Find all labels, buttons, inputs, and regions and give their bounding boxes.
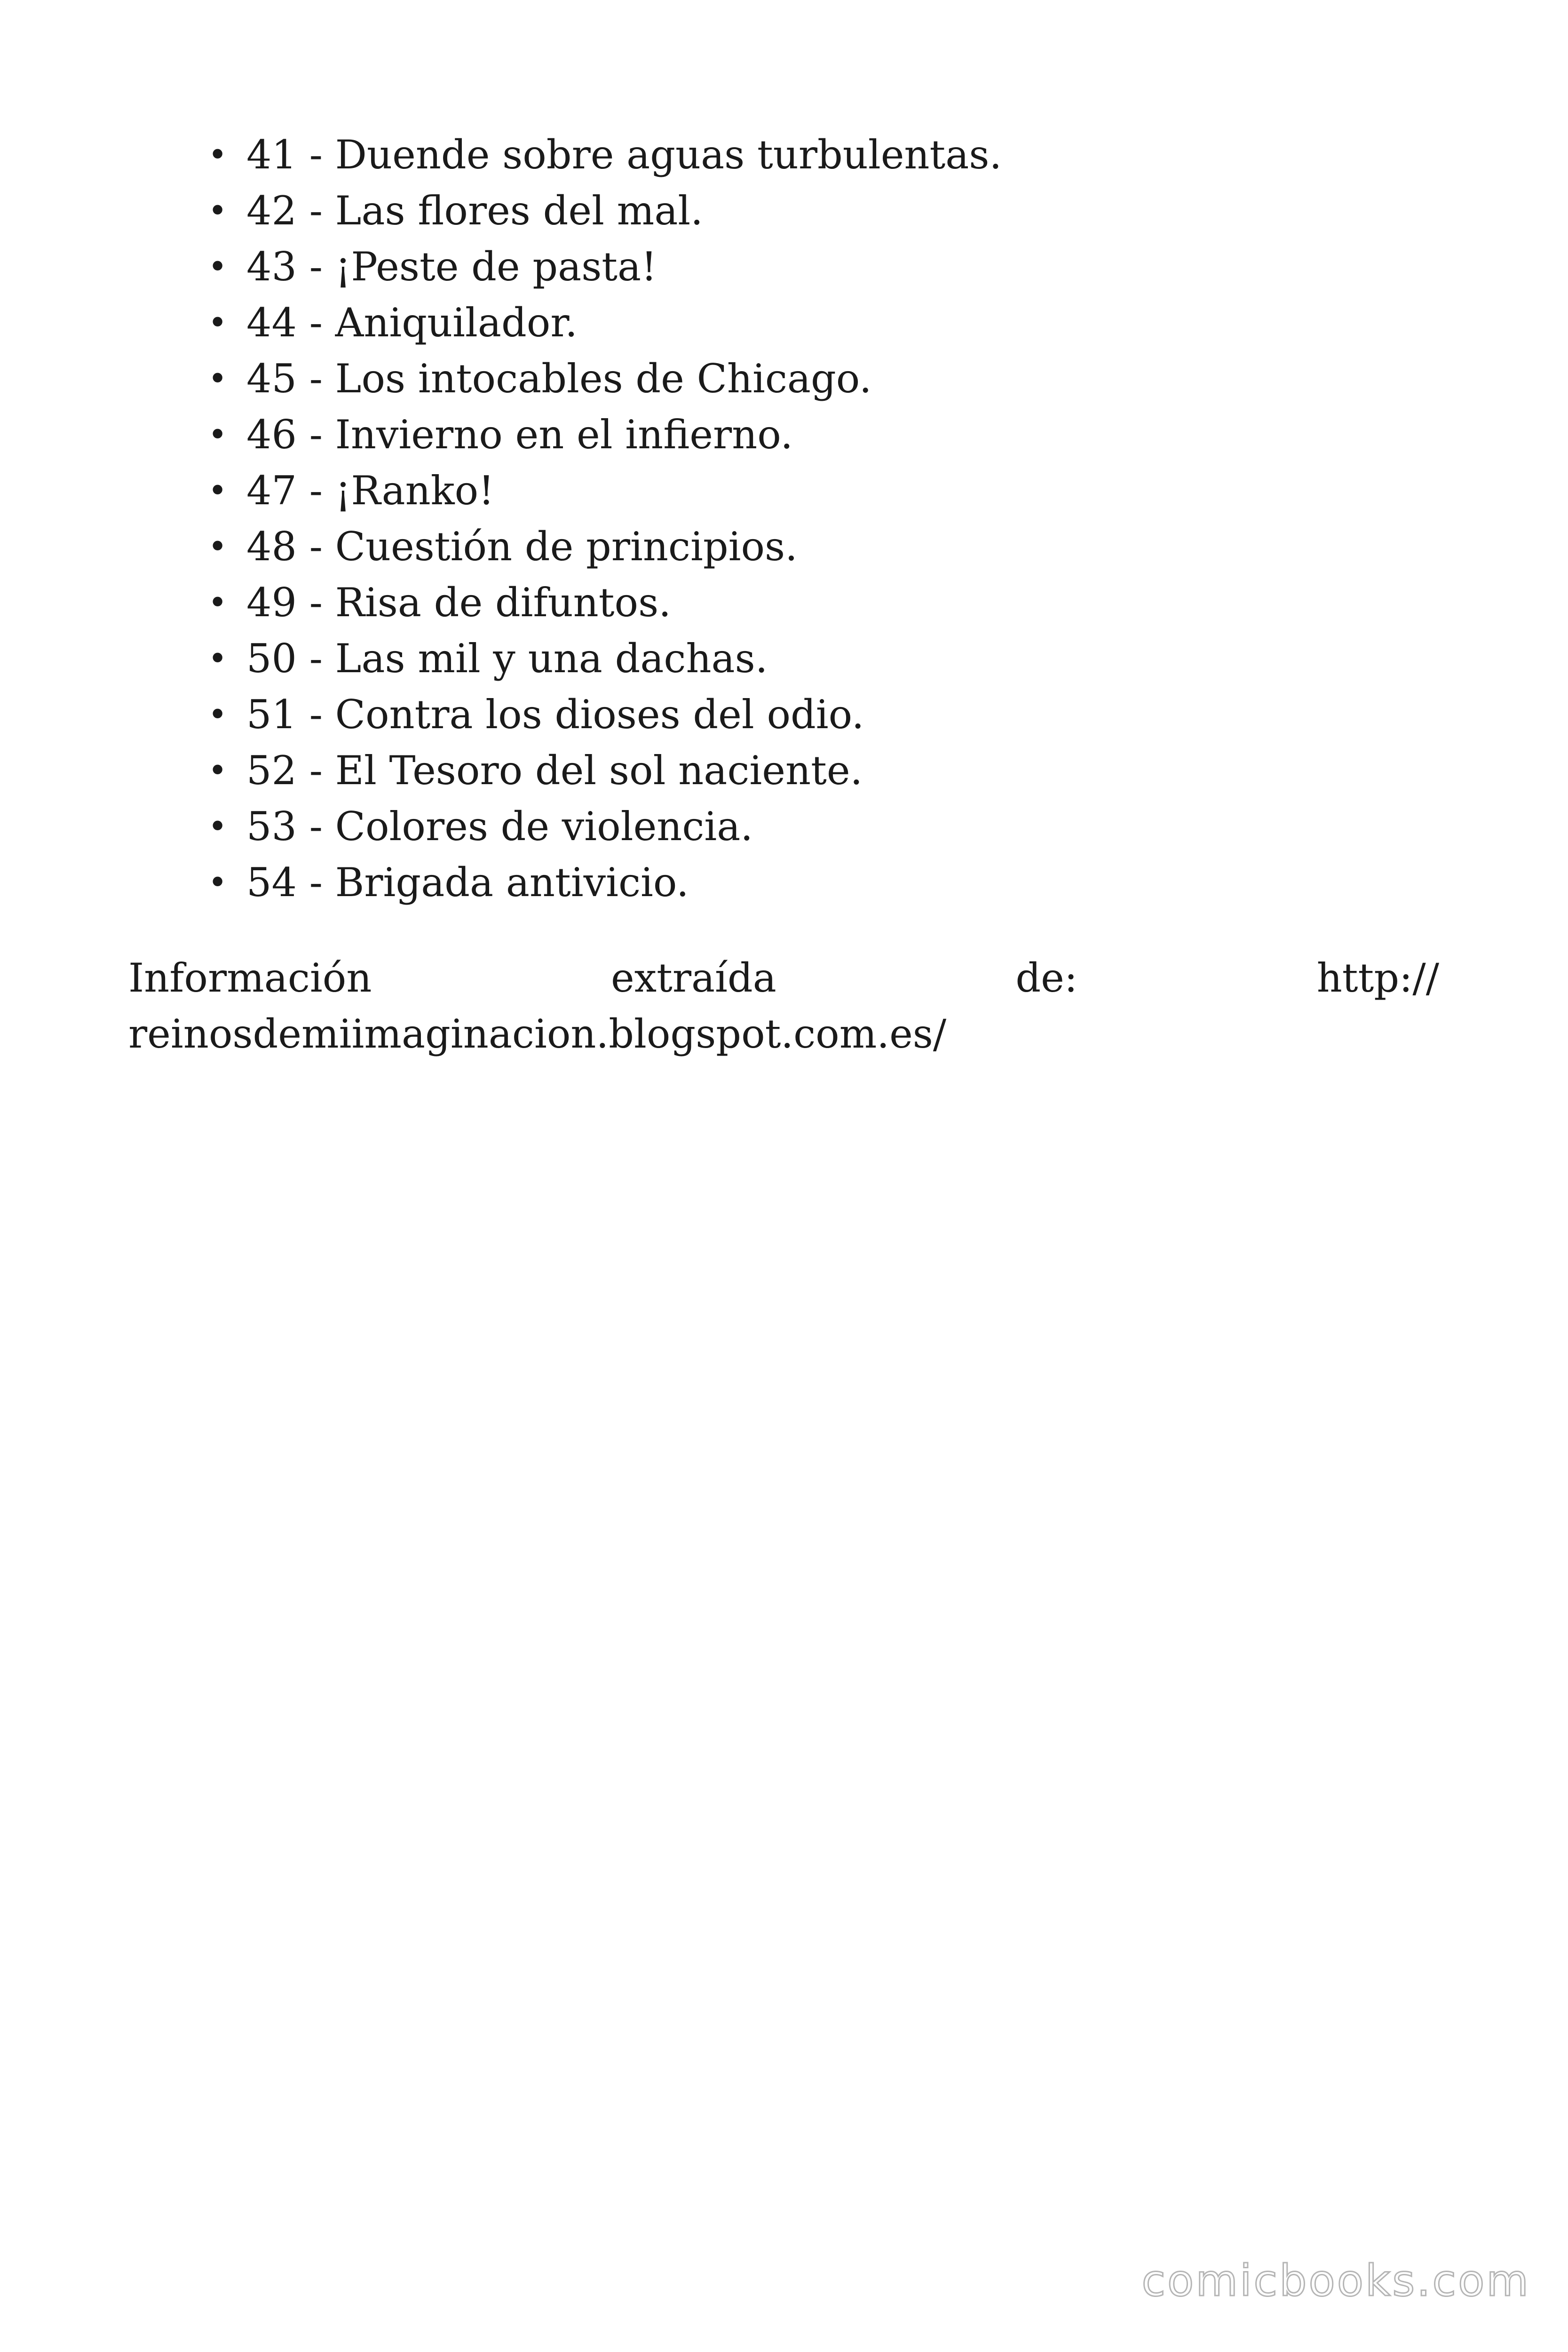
source-word: Información	[128, 955, 372, 1001]
bullet: •	[208, 527, 228, 566]
list-item	[202, 855, 1002, 911]
bullet: •	[208, 415, 228, 454]
source-word: de:	[1015, 955, 1078, 1001]
episode-title: 41 - Duende sobre aguas turbulentas.	[246, 132, 1002, 178]
bullet: •	[208, 191, 228, 230]
episode-title: 50 - Las mil y una dachas.	[246, 636, 768, 682]
source-word: extraída	[610, 955, 776, 1001]
source-line	[128, 950, 1439, 1006]
list-item	[202, 407, 1002, 463]
list-item	[202, 127, 1002, 183]
source-url-continuation[interactable]: reinosdemiimaginacion.blogspot.com.es/	[128, 1011, 947, 1057]
list-item	[202, 575, 1002, 631]
bullet: •	[208, 247, 228, 286]
episode-title: 52 - El Tesoro del sol naciente.	[246, 747, 863, 794]
episode-list	[202, 127, 1002, 911]
list-item	[202, 519, 1002, 575]
list-item	[202, 799, 1002, 855]
episode-title: 45 - Los intocables de Chicago.	[246, 356, 872, 402]
bullet: •	[208, 583, 228, 622]
bullet: •	[208, 807, 228, 846]
bullet: •	[208, 471, 228, 510]
list-item	[202, 183, 1002, 239]
watermark-logo: comicbooks.com	[1141, 2256, 1530, 2306]
episode-title: 49 - Risa de difuntos.	[246, 580, 671, 626]
episode-title: 44 - Aniquilador.	[246, 300, 578, 346]
bullet: •	[208, 303, 228, 342]
episode-title: 54 - Brigada antivicio.	[246, 859, 689, 906]
list-item	[202, 631, 1002, 687]
bullet: •	[208, 639, 228, 678]
bullet: •	[208, 135, 228, 174]
episode-title: 53 - Colores de violencia.	[246, 803, 753, 850]
list-item	[202, 295, 1002, 351]
bullet: •	[208, 751, 228, 790]
list-item	[202, 687, 1002, 743]
episode-title: 51 - Contra los dioses del odio.	[246, 691, 864, 738]
episode-title: 48 - Cuestión de principios.	[246, 524, 798, 570]
episode-title: 42 - Las flores del mal.	[246, 188, 703, 234]
list-item	[202, 351, 1002, 407]
episode-title: 43 - ¡Peste de pasta!	[246, 244, 657, 290]
episode-title: 47 - ¡Ranko!	[246, 468, 495, 514]
source-paragraph	[128, 950, 1439, 1062]
source-url-start[interactable]: http://	[1316, 955, 1439, 1001]
episode-title: 46 - Invierno en el infierno.	[246, 412, 793, 458]
list-item	[202, 463, 1002, 519]
bullet: •	[208, 359, 228, 398]
list-item	[202, 743, 1002, 799]
bullet: •	[208, 695, 228, 734]
bullet: •	[208, 863, 228, 902]
list-item	[202, 239, 1002, 295]
